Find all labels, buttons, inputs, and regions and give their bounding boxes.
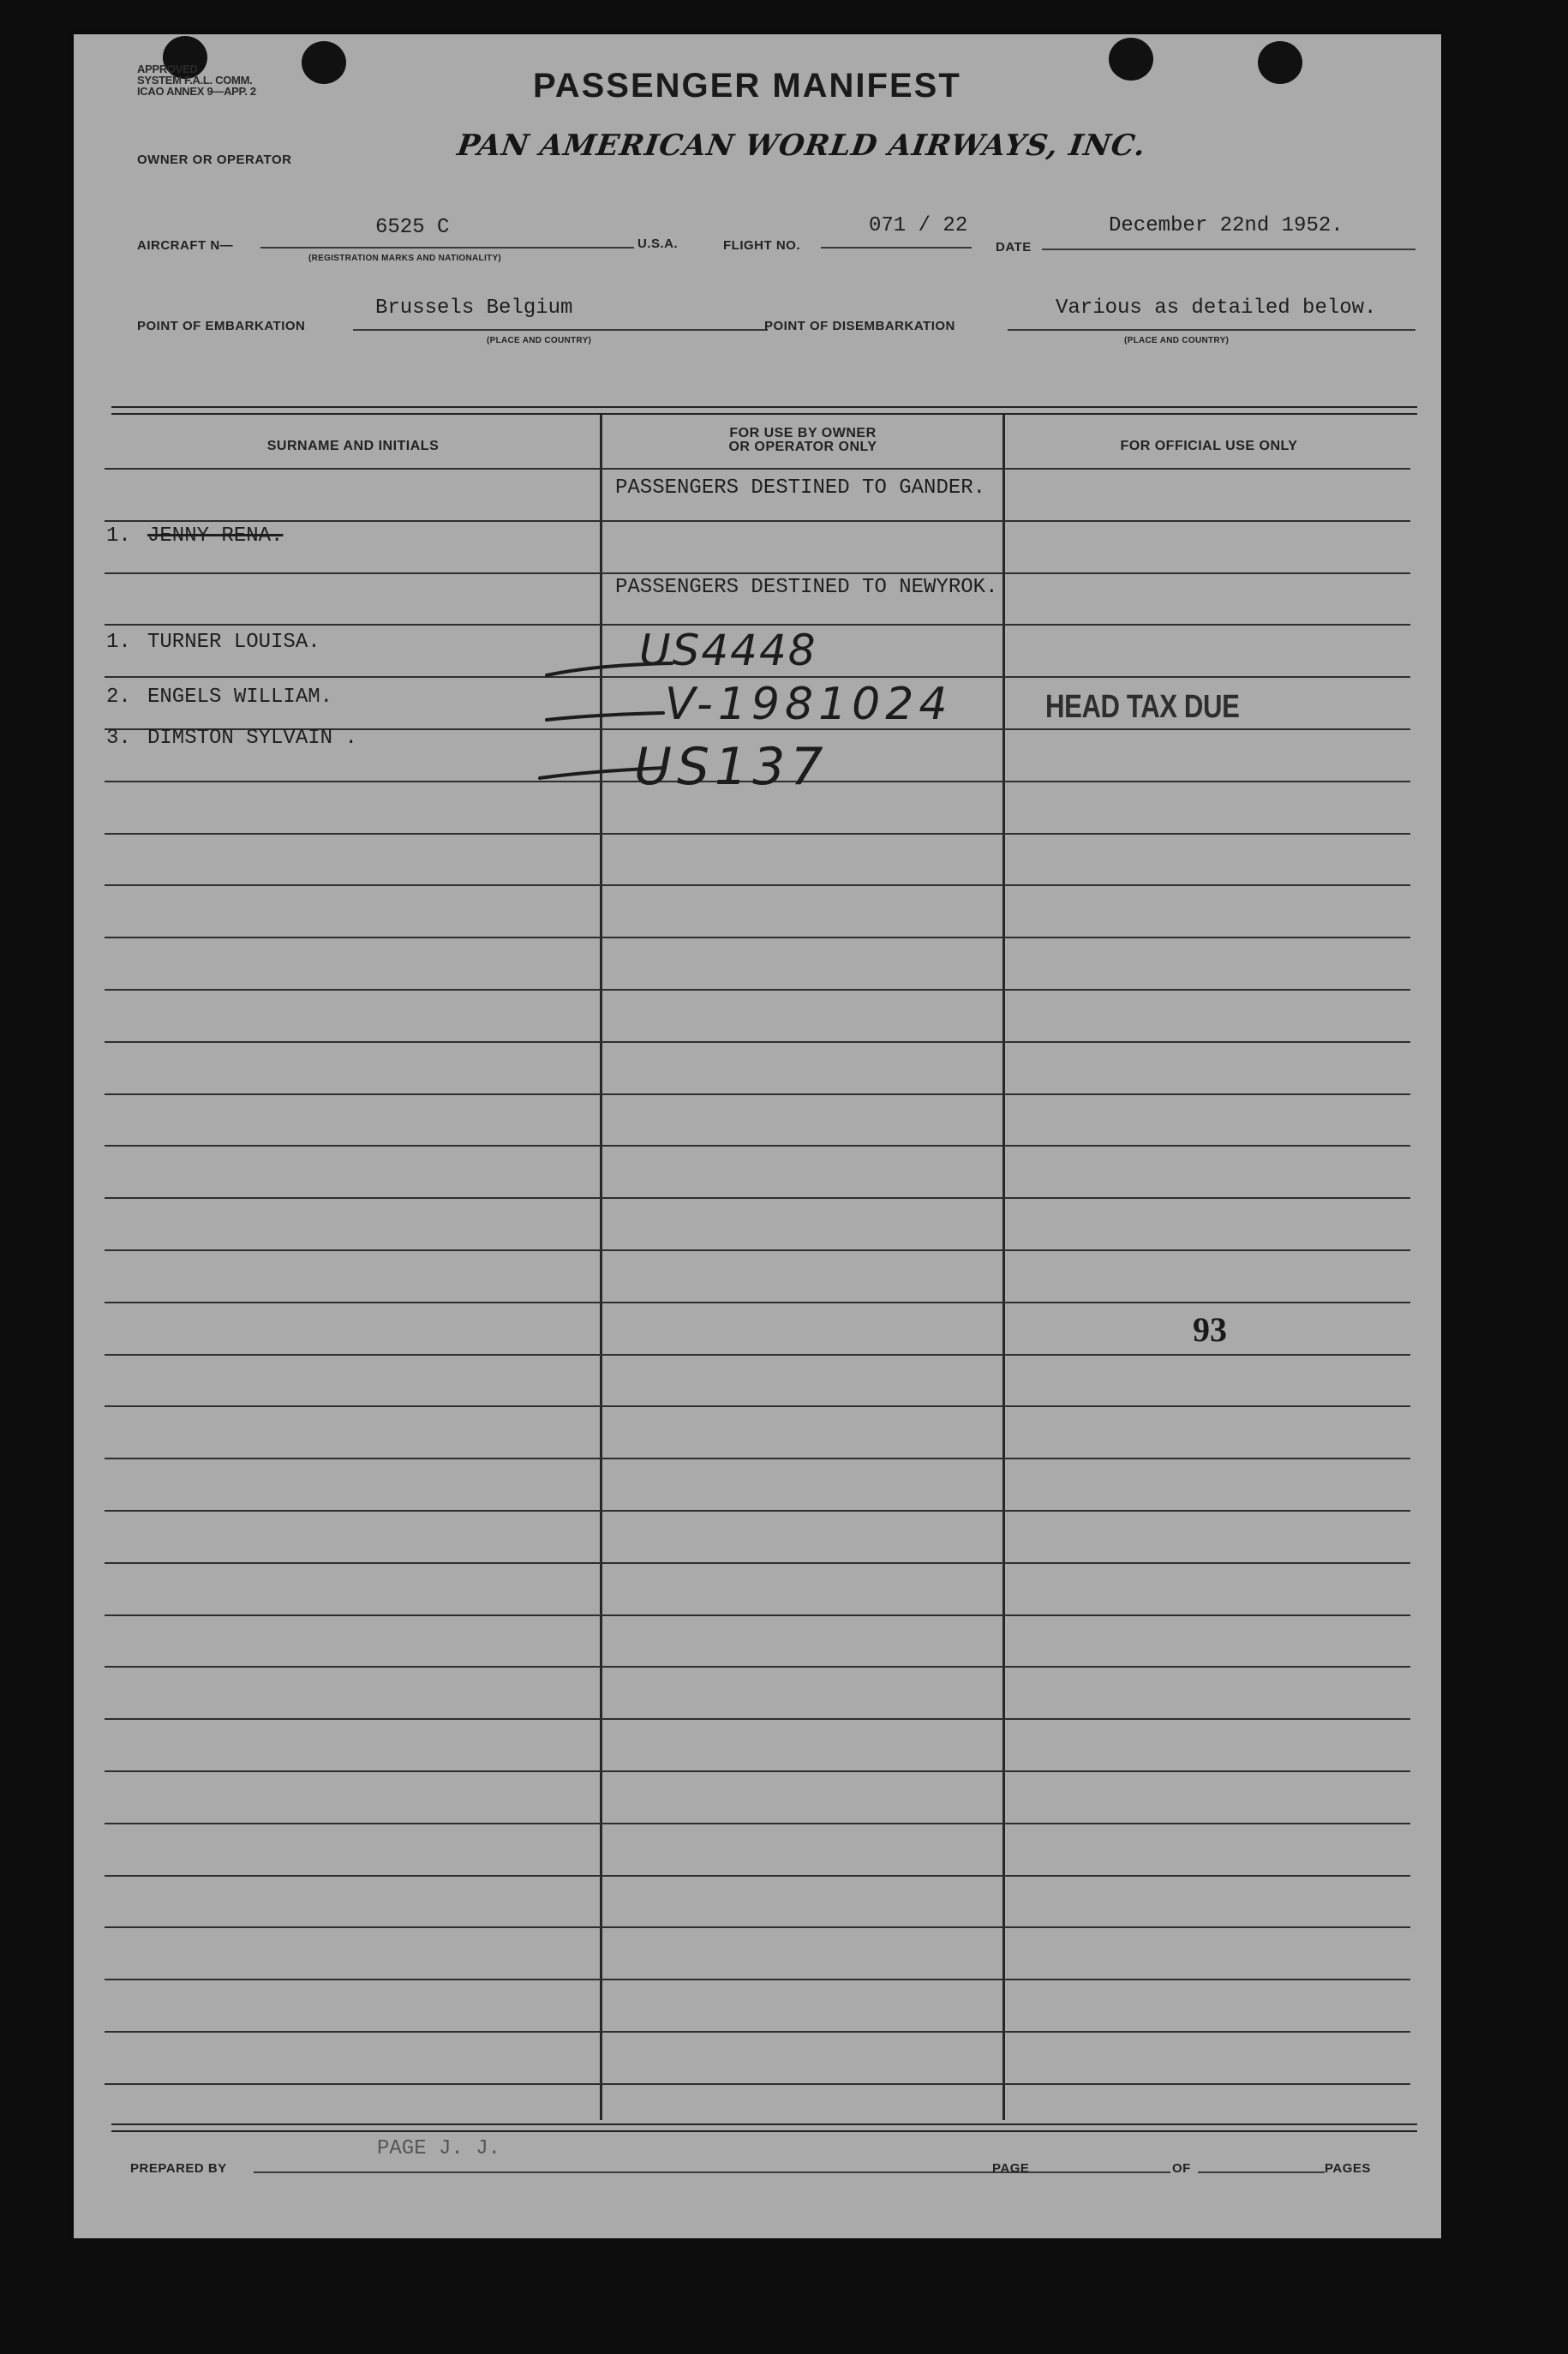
- head-tax-stamp: HEAD TAX DUE: [1045, 689, 1240, 725]
- ny-passenger-3-name: DIMSTON SYLVAIN .: [147, 727, 357, 750]
- approval-line-3: ICAO ANNEX 9—APP. 2: [137, 85, 256, 98]
- owner-use-line-1: FOR USE BY OWNER: [729, 426, 877, 440]
- flight-label: FLIGHT NO.: [723, 238, 800, 253]
- embarkation-label: POINT OF EMBARKATION: [137, 319, 306, 333]
- punch-hole-left-2: [302, 41, 346, 84]
- table-rule: [105, 676, 1410, 678]
- disembarkation-place-note: (PLACE AND COUNTRY): [1124, 336, 1230, 345]
- table-rule: [105, 1405, 1410, 1407]
- table-rule: [105, 1875, 1410, 1877]
- table-rule: [105, 468, 1410, 470]
- disembarkation-value: Various as detailed below.: [1056, 296, 1377, 320]
- gander-passenger-1-name: JENNY RENA.: [147, 524, 284, 548]
- table-rule: [105, 1770, 1410, 1772]
- column-header-owner-use: [603, 427, 1002, 454]
- embarkation-place-note: (PLACE AND COUNTRY): [487, 336, 592, 345]
- table-rule: [105, 1145, 1410, 1147]
- approval-block: [137, 63, 256, 97]
- table-rule: [105, 1979, 1410, 1980]
- approval-line-1: APPROVED: [137, 63, 198, 75]
- table-rule: [105, 1302, 1410, 1303]
- page-label: PAGE: [992, 2161, 1030, 2176]
- date-label: DATE: [996, 240, 1032, 255]
- section-newyork: PASSENGERS DESTINED TO NEWYROK.: [615, 576, 998, 599]
- table-top-rule-2: [111, 413, 1417, 415]
- table-rule: [105, 1197, 1410, 1199]
- aircraft-underline: [260, 247, 634, 249]
- table-rule: [105, 1823, 1410, 1824]
- table-rule: [105, 1926, 1410, 1928]
- gander-passenger-1-number: 1.: [106, 524, 131, 548]
- handwritten-note-3: US137: [634, 737, 829, 797]
- form-title: PASSENGER MANIFEST: [533, 67, 961, 105]
- table-rule: [105, 572, 1410, 574]
- disembarkation-underline: [1008, 329, 1415, 331]
- prepared-by-value: PAGE J. J.: [377, 2137, 501, 2160]
- table-rule: [105, 1041, 1410, 1043]
- section-gander: PASSENGERS DESTINED TO GANDER.: [615, 476, 986, 500]
- column-header-official: FOR OFFICIAL USE ONLY: [1120, 439, 1298, 453]
- embarkation-underline: [353, 329, 768, 331]
- table-bottom-rule-2: [111, 2130, 1417, 2132]
- approval-line-2: SYSTEM F.A.L. COMM.: [137, 74, 253, 87]
- ny-passenger-2-name: ENGELS WILLIAM.: [147, 686, 333, 709]
- date-underline: [1042, 249, 1415, 250]
- table-rule: [105, 2083, 1410, 2085]
- table-rule: [105, 989, 1410, 991]
- column-divider-2: [1002, 415, 1005, 2120]
- usa-label: U.S.A.: [637, 237, 679, 251]
- date-value: December 22nd 1952.: [1109, 214, 1344, 237]
- ny-passenger-1-number: 1.: [106, 631, 131, 654]
- of-underline: [1198, 2171, 1325, 2173]
- table-top-rule-1: [111, 406, 1417, 408]
- punch-hole-right-1: [1109, 38, 1153, 81]
- aircraft-label: AIRCRAFT N—: [137, 238, 234, 253]
- table-rule: [105, 1093, 1410, 1095]
- flight-value: 071 / 22: [869, 214, 968, 237]
- table-rule: [105, 520, 1410, 522]
- page-number-stamp: 93: [1193, 1310, 1227, 1349]
- table-rule: [105, 1718, 1410, 1720]
- table-rule: [105, 1458, 1410, 1459]
- column-header-surname: SURNAME AND INITIALS: [266, 439, 440, 453]
- table-rule: [105, 1354, 1410, 1356]
- pages-label: PAGES: [1325, 2161, 1371, 2176]
- flight-underline: [821, 247, 972, 249]
- table-rule: [105, 1614, 1410, 1616]
- disembarkation-label: POINT OF DISEMBARKATION: [764, 319, 955, 333]
- table-rule: [105, 937, 1410, 938]
- punch-hole-right-2: [1258, 41, 1302, 84]
- prepared-by-label: PREPARED BY: [130, 2161, 227, 2176]
- registration-note: (REGISTRATION MARKS AND NATIONALITY): [308, 254, 502, 263]
- handwritten-note-1: US4448: [639, 626, 817, 675]
- owner-label: OWNER OR OPERATOR: [137, 153, 292, 167]
- table-bottom-rule-1: [111, 2123, 1417, 2125]
- table-rule: [105, 1562, 1410, 1564]
- prepared-by-underline: [254, 2171, 1068, 2173]
- table-rule: [105, 833, 1410, 835]
- aircraft-value: 6525 C: [375, 216, 450, 239]
- page-underline: [1042, 2171, 1170, 2173]
- operator-name: PAN AMERICAN WORLD AIRWAYS, INC.: [455, 129, 1148, 163]
- table-rule: [105, 2031, 1410, 2033]
- embarkation-value: Brussels Belgium: [375, 296, 573, 320]
- handwritten-note-2: V-1981024: [665, 679, 953, 730]
- table-rule: [105, 1510, 1410, 1512]
- table-rule: [105, 1249, 1410, 1251]
- owner-use-line-2: OR OPERATOR ONLY: [728, 440, 877, 454]
- manifest-sheet: [74, 34, 1441, 2238]
- ny-passenger-1-name: TURNER LOUISA.: [147, 631, 320, 654]
- ny-passenger-3-number: 3.: [106, 727, 131, 750]
- ny-passenger-2-number: 2.: [106, 686, 131, 709]
- of-label: OF: [1172, 2161, 1191, 2176]
- table-rule: [105, 884, 1410, 886]
- table-rule: [105, 1666, 1410, 1668]
